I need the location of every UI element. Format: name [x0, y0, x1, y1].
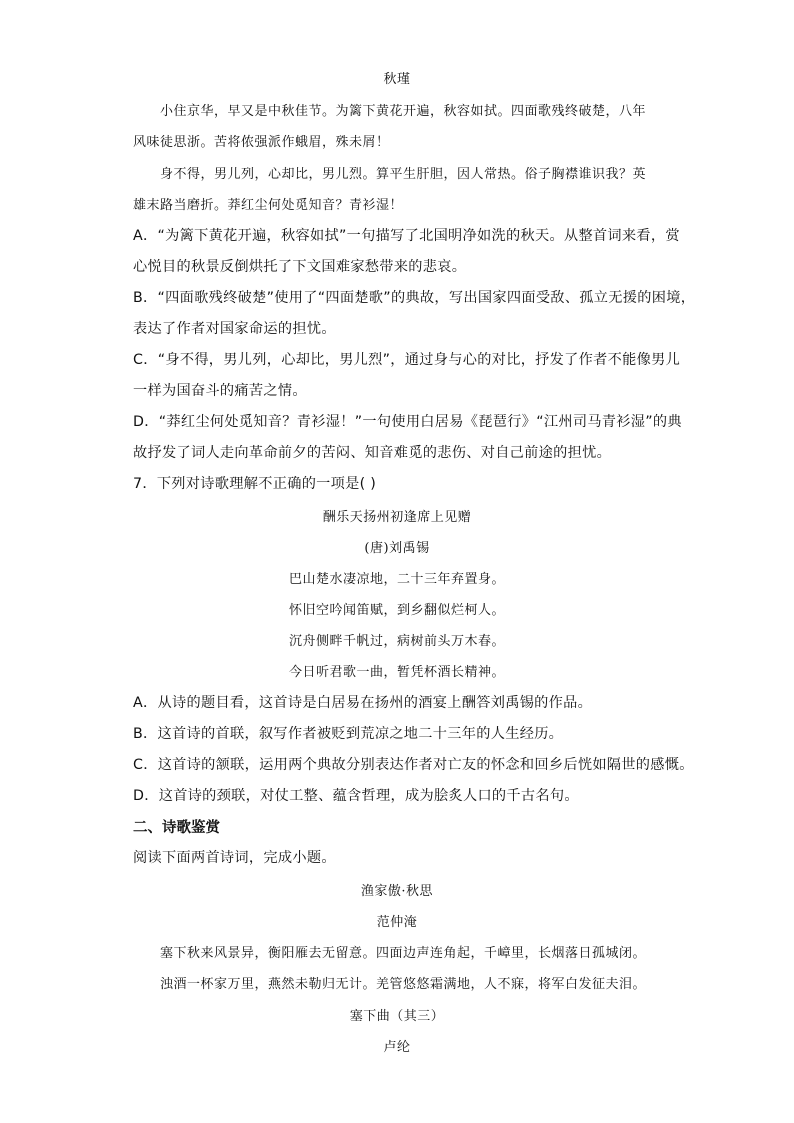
- section-instruction: 阅读下面两首诗词，完成小题。: [133, 850, 336, 866]
- poem-line: 雄末路当磨折。莽红尘何处觅知音？青衫湿！: [133, 198, 404, 213]
- poem-author: (唐)刘禹锡: [364, 541, 430, 556]
- poem-author: 范仲淹: [376, 915, 418, 930]
- section-heading: 二、诗歌鉴赏: [133, 820, 220, 836]
- poem-line: 小住京华，早又是中秋佳节。为篱下黄花开遍，秋容如拭。四面歌残终破楚，八年: [160, 104, 647, 119]
- poem-line: 巴山楚水凄凉地，二十三年弃置身。: [288, 572, 505, 587]
- option-b: B．“四面歌残终破楚”使用了“四面楚歌”的典故，写出国家四面受敌、孤立无援的困境，: [133, 290, 696, 306]
- option-d-cont: 故抒发了词人走向革命前夕的苦闷、知音难觅的悲伤、对自己前途的担忧。: [133, 445, 612, 461]
- option-a: A．从诗的题目看，这首诗是白居易在扬州的酒宴上酬答刘禹锡的作品。: [133, 695, 593, 711]
- poem-title: 酬乐天扬州初逢席上见赠: [322, 510, 472, 525]
- option-d: D．这首诗的颈联，对仗工整、蕴含哲理，成为脍炙人口的千古名句。: [133, 788, 579, 804]
- poem-line: 怀旧空吟闻笛赋，到乡翻似烂柯人。: [288, 603, 505, 618]
- option-a: A．“为篱下黄花开遍，秋容如拭”一句描写了北国明净如洗的秋天。从整首词来看，赏: [133, 228, 680, 244]
- option-b-cont: 表达了作者对国家命运的担忧。: [133, 321, 336, 337]
- poem-title: 渔家傲·秋思: [360, 884, 434, 899]
- poem-title: 塞下曲（其三）: [349, 1009, 445, 1024]
- poem-line: 身不得，男儿列，心却比，男儿烈。算平生肝胆，因人常热。俗子胸襟谁识我？英: [160, 167, 647, 182]
- poem-author: 卢纶: [383, 1040, 411, 1055]
- poem-line: 风味徒思浙。苦将侬强派作蛾眉，殊未屑！: [133, 135, 390, 150]
- option-c: C．这首诗的颔联，运用两个典故分别表达作者对亡友的怀念和回乡后恍如隔世的感慨。: [133, 757, 694, 773]
- option-a-cont: 心悦目的秋景反倒烘托了下文国难家愁带来的悲哀。: [133, 259, 467, 275]
- option-b: B．这首诗的首联，叙写作者被贬到荒凉之地二十三年的人生经历。: [133, 726, 564, 742]
- poem-line: 沉舟侧畔千帆过，病树前头万木春。: [288, 634, 505, 649]
- option-c-cont: 一样为国奋斗的痛苦之情。: [133, 383, 307, 399]
- question-7-stem: 7．下列对诗歌理解不正确的一项是( ): [133, 476, 377, 492]
- poem-line: 今日听君歌一曲，暂凭杯酒长精神。: [288, 665, 505, 680]
- poem-line: 浊酒一杯家万里，燕然未勒归无计。羌管悠悠霜满地，人不寐，将军白发征夫泪。: [160, 977, 647, 992]
- poem-title: 秋瑾: [383, 72, 411, 87]
- poem-line: 塞下秋来风景异，衡阳雁去无留意。四面边声连角起，千嶂里，长烟落日孤城闭。: [160, 946, 647, 961]
- option-d: D．“莽红尘何处觅知音？青衫湿！”一句使用白居易《琵琶行》“江州司马青衫湿”的典: [133, 414, 682, 430]
- option-c: C．“身不得，男儿列，心却比，男儿烈”，通过身与心的对比，抒发了作者不能像男儿: [133, 352, 681, 368]
